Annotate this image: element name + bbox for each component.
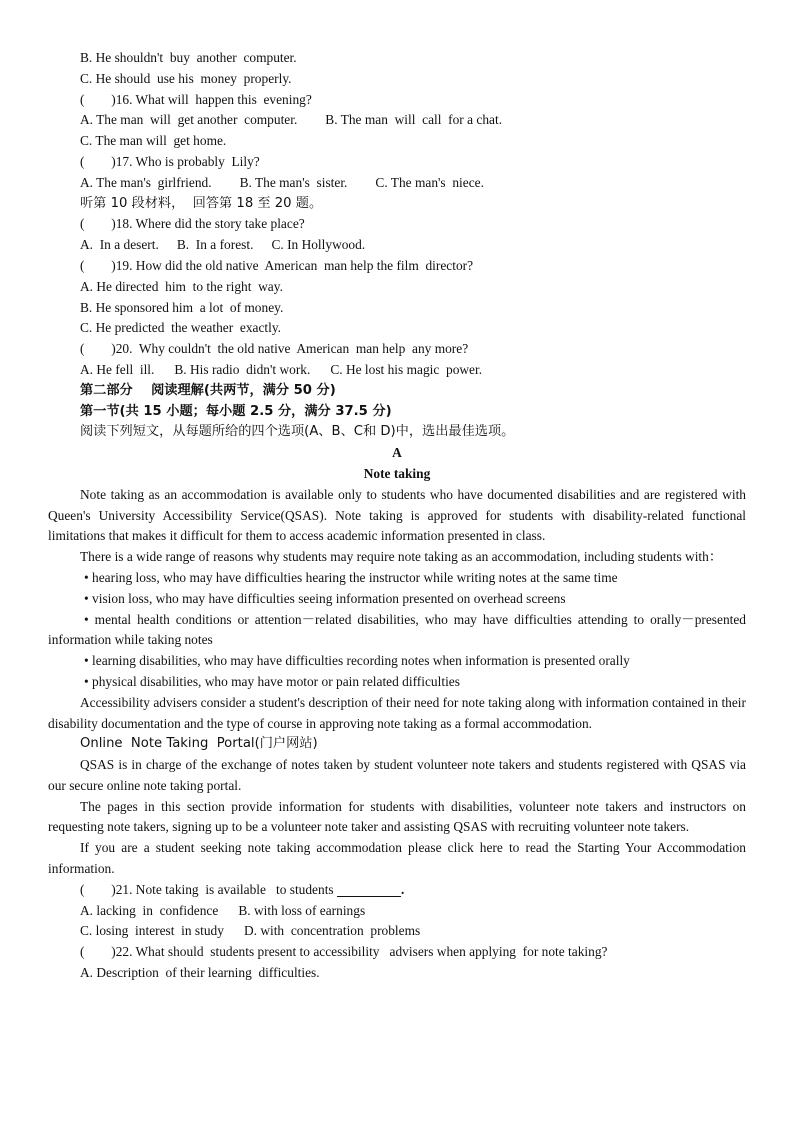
q16-option-a: A. The man will get another computer. [80,112,298,128]
q17-stem: ( )17. Who is probably Lily? [80,153,260,169]
q22-option-a: A. Description of their learning difficulties. [80,965,320,981]
q20-options [48,360,746,381]
q19-option-b: B. He sponsored him a lot of money. [80,299,284,315]
passage-letter: A [392,445,402,461]
q17-option-b: B. The man's sister. [239,174,348,190]
bullet-physical: • physical disabilities, who may have motor or pain related difficulties [84,673,460,689]
q21-option-c: C. losing interest in study [80,923,224,939]
q17-option-c: C. The man's niece. [375,174,484,190]
q16-stem: ( )16. What will happen this evening? [80,91,312,107]
passage-paragraph-3: Accessibility advisers consider a student's description of their need for note taking along with information contained in their disability documentation and the type of course in approving note taking as a formal accommodation. [48,694,746,731]
q19-option-a: A. He directed him to the right way. [80,278,283,294]
q18-option-b: B. In a forest. [176,237,254,253]
part2-title: 第二部分 阅读理解(共两节，满分 50 分) [80,382,336,398]
q21-option-d: D. with concentration problems [243,923,421,939]
q19-stem: ( )19. How did the old native American man help the film director? [80,257,474,273]
q16-option-b: B. The man will call for a chat. [325,112,503,128]
q18-options [48,235,746,256]
q18-stem: ( )18. Where did the story take place? [80,216,305,232]
part2-section1: 第一节(共 15 小题；每小题 2.5 分，满分 37.5 分) [80,403,392,419]
q21-options-cd [48,921,746,942]
q21-stem-line [48,880,746,901]
passage-paragraph-5: The pages in this section provide information for students with disabilities, volunteer note takers and instructors on requesting note takers, signing up to be a volunteer note taker and assisting QSAS with recruiting volunteer note takers. [48,798,746,835]
bullet-learning: • learning disabilities, who may have difficulties recording notes when information is presented orally [84,653,630,669]
section10-heading: 听第 10 段材料， 回答第 18 至 20 题。 [80,195,323,211]
bullet-vision: • vision loss, who may have difficulties seeing information presented on overhead screens [84,590,566,606]
bullet-mental-health: • mental health conditions or attention－related disabilities, who may have difficulties attending to orally－presented information while taking notes [48,611,746,648]
q16-option-c: C. The man will get home. [80,133,227,149]
q22-stem: ( )22. What should students present to accessibility advisers when applying for note taking? [80,944,608,960]
passage-paragraph-2: There is a wide range of reasons why students may require note taking as an accommodation, including students with： [80,549,723,565]
q19-option-c: C. He predicted the weather exactly. [80,320,282,336]
q21-answer-blank[interactable] [337,882,401,897]
bullet-hearing: • hearing loss, who may have difficulties hearing the instructor while writing notes at the same time [84,569,618,585]
q20-stem: ( )20. Why couldn't the old native American man help any more? [80,341,469,357]
part2-instruction: 阅读下列短文，从每题所给的四个选项(A、B、C和 D)中，选出最佳选项。 [80,424,515,440]
q16-options-ab [48,110,746,131]
q21-stem: ( )21. Note taking is available to students [80,881,334,897]
q15-option-c: C. He should use his money properly. [80,70,292,86]
portal-heading: Online Note Taking Portal(门户网站) [80,736,318,752]
document-content [48,48,746,984]
q21-options-ab [48,901,746,922]
passage-paragraph-6: If you are a student seeking note taking accommodation please click here to read the Starting Your Accommodation information. [48,840,746,877]
passage-title: Note taking [363,465,431,481]
q20-option-c: C. He lost his magic power. [330,361,483,377]
q21-option-a: A. lacking in confidence [80,902,219,918]
q18-option-c: C. In Hollywood. [271,237,366,253]
q17-options [48,173,746,194]
q21-stem-end: . [401,881,405,897]
q18-option-a: A. In a desert. [80,237,159,253]
q15-option-b: B. He shouldn't buy another computer. [80,50,297,65]
q20-option-a: A. He fell ill. [80,361,155,377]
passage-paragraph-1: Note taking as an accommodation is available only to students who have documented disabilities and are registered with Queen's University Accessibility Service(QSAS). Note taking is approved for students with disability-related functional limitations that makes it difficult for them to access academic information presented in class. [48,486,746,544]
passage-paragraph-4: QSAS is in charge of the exchange of notes taken by student volunteer note takers and students registered with QSAS via our secure online note taking portal. [48,757,746,793]
q21-option-b: B. with loss of earnings [238,902,366,918]
q20-option-b: B. His radio didn't work. [174,361,311,377]
q17-option-a: A. The man's girlfriend. [80,174,212,190]
